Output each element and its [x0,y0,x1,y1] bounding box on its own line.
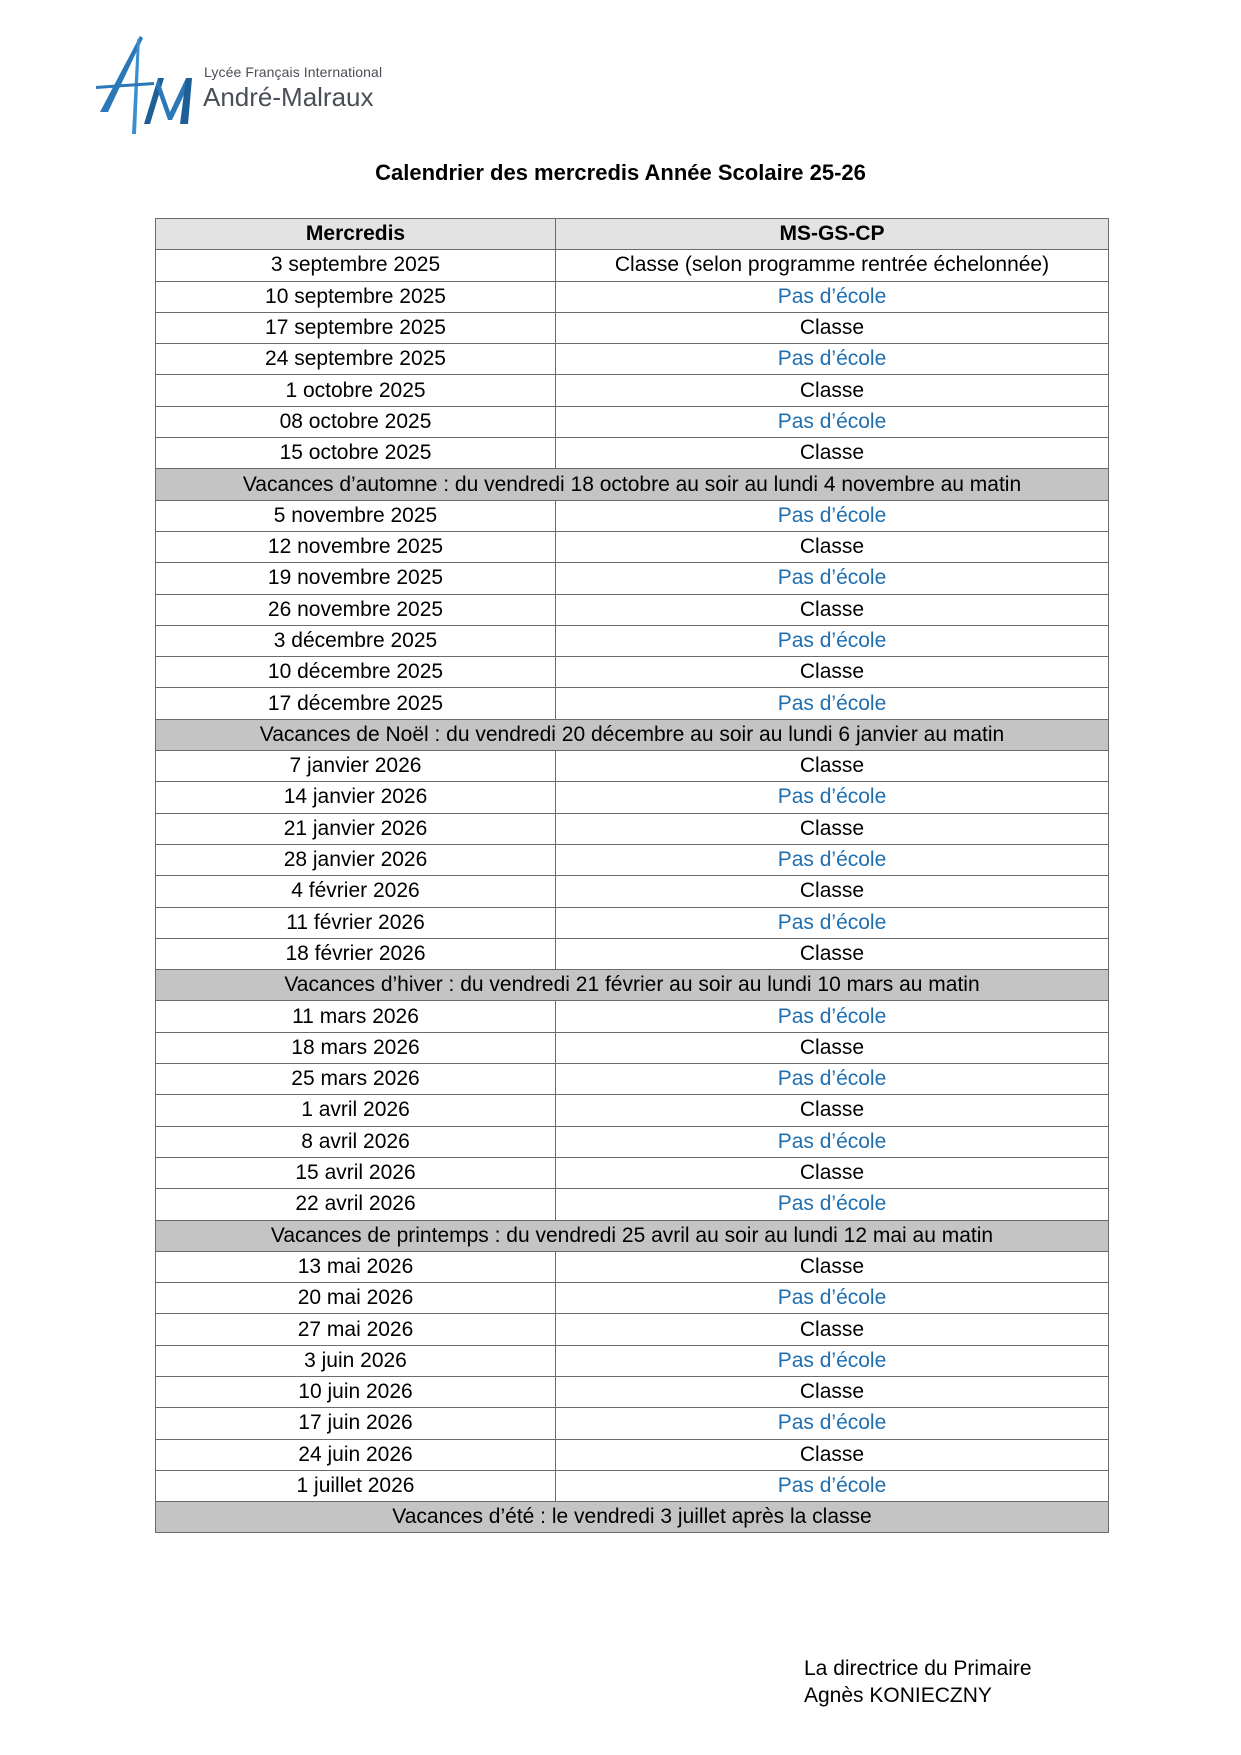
status-cell: Classe [556,531,1109,562]
table-row [156,876,1109,907]
date-cell: 11 février 2026 [156,907,556,938]
date-cell: 27 mai 2026 [156,1314,556,1345]
table-row [156,813,1109,844]
table-row [156,250,1109,281]
vacation-row [156,970,1109,1001]
table-row [156,1251,1109,1282]
status-cell: Classe [556,1314,1109,1345]
status-cell: Classe [556,1439,1109,1470]
status-cell: Pas d’école [556,625,1109,656]
date-cell: 1 avril 2026 [156,1095,556,1126]
status-cell: Pas d’école [556,281,1109,312]
table-row [156,1470,1109,1501]
date-cell: 3 septembre 2025 [156,250,556,281]
table-row [156,1157,1109,1188]
table-row [156,312,1109,343]
page-title: Calendrier des mercredis Année Scolaire 25-26 [375,160,866,185]
date-cell: 24 juin 2026 [156,1439,556,1470]
status-cell: Classe [556,1095,1109,1126]
table-row [156,844,1109,875]
date-cell: 3 juin 2026 [156,1345,556,1376]
vacation-row [156,1220,1109,1251]
date-cell: 5 novembre 2025 [156,500,556,531]
status-cell: Pas d’école [556,563,1109,594]
status-cell: Classe [556,1376,1109,1407]
status-cell: Pas d’école [556,1064,1109,1095]
table-row [156,625,1109,656]
date-cell: 18 mars 2026 [156,1032,556,1063]
date-cell: 19 novembre 2025 [156,563,556,594]
status-cell: Pas d’école [556,688,1109,719]
status-cell: Classe [556,1032,1109,1063]
vacation-label: Vacances d’hiver : du vendredi 21 février au soir au lundi 10 mars au matin [156,970,1109,1001]
date-cell: 7 janvier 2026 [156,751,556,782]
status-cell: Classe [556,876,1109,907]
table-row [156,1095,1109,1126]
signature-name: Agnès KONIECZNY [804,1684,992,1707]
status-cell: Classe [556,751,1109,782]
status-cell: Pas d’école [556,844,1109,875]
status-cell: Pas d’école [556,1126,1109,1157]
table-row [156,751,1109,782]
date-cell: 17 juin 2026 [156,1408,556,1439]
status-cell: Pas d’école [556,344,1109,375]
date-cell: 24 septembre 2025 [156,344,556,375]
status-cell: Classe [556,375,1109,406]
table-row [156,1189,1109,1220]
table-row [156,406,1109,437]
status-cell: Classe [556,657,1109,688]
date-cell: 18 février 2026 [156,938,556,969]
table-row [156,688,1109,719]
table-row [156,281,1109,312]
date-cell: 14 janvier 2026 [156,782,556,813]
table-row [156,1283,1109,1314]
status-cell: Classe [556,813,1109,844]
date-cell: 08 octobre 2025 [156,406,556,437]
status-cell: Pas d’école [556,1470,1109,1501]
table-row [156,1376,1109,1407]
vacation-row [156,719,1109,750]
status-cell: Pas d’école [556,500,1109,531]
table-row [156,563,1109,594]
date-cell: 15 avril 2026 [156,1157,556,1188]
column-header-mercredis: Mercredis [156,219,556,250]
status-cell: Pas d’école [556,907,1109,938]
table-row [156,594,1109,625]
table-header-row [156,219,1109,250]
status-cell: Classe [556,938,1109,969]
am-monogram-icon [96,34,196,140]
date-cell: 8 avril 2026 [156,1126,556,1157]
status-cell: Classe [556,594,1109,625]
status-cell: Pas d’école [556,406,1109,437]
date-cell: 25 mars 2026 [156,1064,556,1095]
vacation-label: Vacances d’été : le vendredi 3 juillet après la classe [156,1502,1109,1533]
table-row [156,438,1109,469]
date-cell: 22 avril 2026 [156,1189,556,1220]
date-cell: 13 mai 2026 [156,1251,556,1282]
column-header-ms-gs-cp: MS-GS-CP [556,219,1109,250]
vacation-row [156,469,1109,500]
date-cell: 26 novembre 2025 [156,594,556,625]
status-cell: Pas d’école [556,1189,1109,1220]
table-row [156,1032,1109,1063]
status-cell: Classe [556,312,1109,343]
date-cell: 10 septembre 2025 [156,281,556,312]
table-row [156,1314,1109,1345]
table-row [156,531,1109,562]
date-cell: 10 décembre 2025 [156,657,556,688]
vacation-label: Vacances de printemps : du vendredi 25 avril au soir au lundi 12 mai au matin [156,1220,1109,1251]
logo-subtitle: Lycée Français International [204,64,383,80]
date-cell: 21 janvier 2026 [156,813,556,844]
status-cell: Pas d’école [556,1345,1109,1376]
signature-block [804,1655,1032,1709]
table-row [156,1001,1109,1032]
table-row [156,1439,1109,1470]
date-cell: 12 novembre 2025 [156,531,556,562]
date-cell: 28 janvier 2026 [156,844,556,875]
table-row [156,1126,1109,1157]
school-logo [96,34,416,144]
date-cell: 10 juin 2026 [156,1376,556,1407]
date-cell: 17 décembre 2025 [156,688,556,719]
status-cell: Pas d’école [556,1283,1109,1314]
vacation-label: Vacances de Noël : du vendredi 20 décembre au soir au lundi 6 janvier au matin [156,719,1109,750]
wednesday-calendar-table [155,218,1109,1533]
table-row [156,657,1109,688]
date-cell: 1 octobre 2025 [156,375,556,406]
vacation-row [156,1502,1109,1533]
status-cell: Classe [556,1251,1109,1282]
table-row [156,1408,1109,1439]
date-cell: 4 février 2026 [156,876,556,907]
date-cell: 3 décembre 2025 [156,625,556,656]
table-row [156,1064,1109,1095]
status-cell: Classe [556,438,1109,469]
status-cell: Classe (selon programme rentrée échelonnée) [556,250,1109,281]
date-cell: 1 juillet 2026 [156,1470,556,1501]
date-cell: 11 mars 2026 [156,1001,556,1032]
date-cell: 17 septembre 2025 [156,312,556,343]
date-cell: 20 mai 2026 [156,1283,556,1314]
table-row [156,1345,1109,1376]
status-cell: Classe [556,1157,1109,1188]
status-cell: Pas d’école [556,1001,1109,1032]
table-row [156,907,1109,938]
table-row [156,500,1109,531]
status-cell: Pas d’école [556,782,1109,813]
date-cell: 15 octobre 2025 [156,438,556,469]
table-row [156,938,1109,969]
table-row [156,375,1109,406]
table-row [156,782,1109,813]
vacation-label: Vacances d’automne : du vendredi 18 octobre au soir au lundi 4 novembre au matin [156,469,1109,500]
signature-role: La directrice du Primaire [804,1657,1032,1680]
status-cell: Pas d’école [556,1408,1109,1439]
logo-title: André-Malraux [203,82,374,112]
table-row [156,344,1109,375]
